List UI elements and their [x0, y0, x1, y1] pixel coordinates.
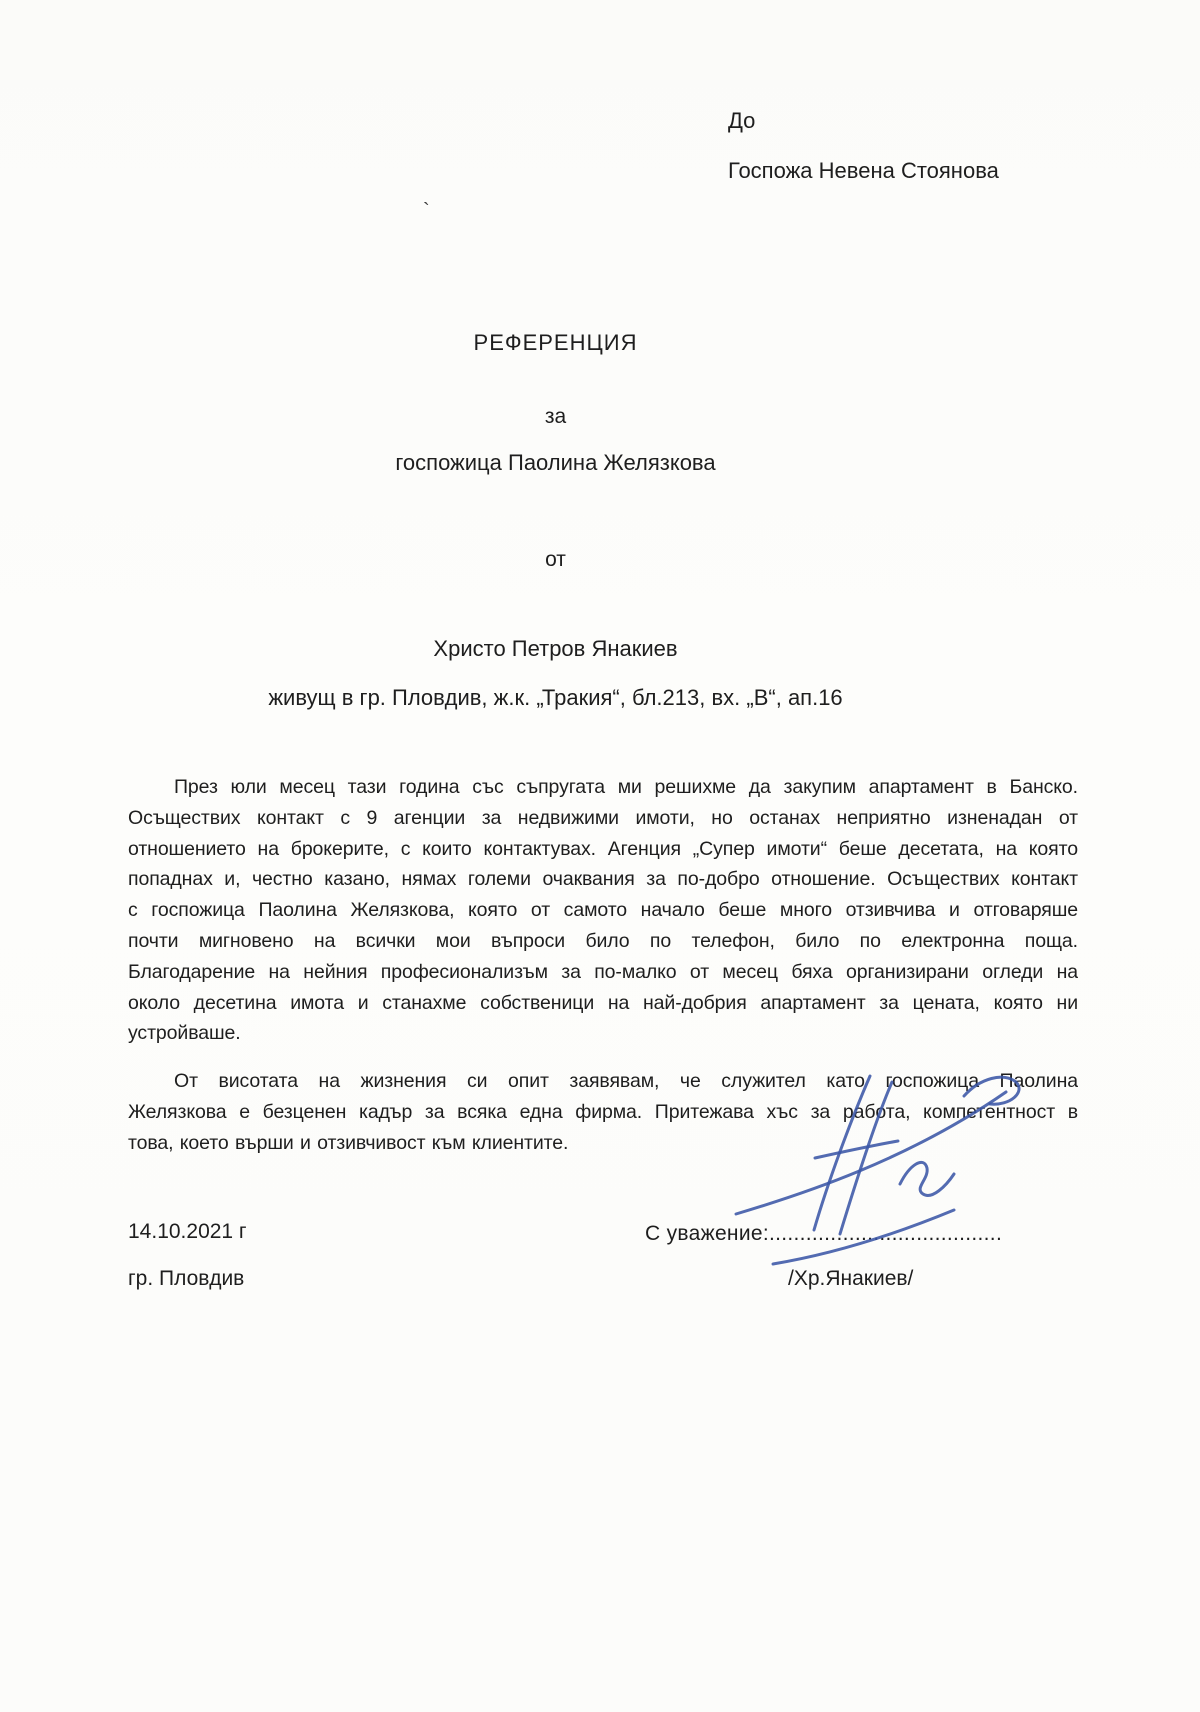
body-line: това, което върши и отзивчивост към клиентите.	[128, 1131, 569, 1154]
signature-strokes	[736, 1076, 1019, 1264]
body-line: През юли месец тази година със съпругата ми решихме да закупим апартамент в Банско.	[174, 776, 1078, 798]
from-preposition: от	[545, 548, 566, 571]
recipient-salutation: До	[728, 108, 756, 133]
body-line: около десетина имота и станахме собственици на най-добрия апартамент за цената, която ни	[128, 991, 1078, 1014]
scan-artifact-mark: `	[423, 200, 430, 222]
signed-name: /Хр.Янакиев/	[788, 1267, 914, 1290]
subject-preposition: за	[544, 405, 567, 428]
body-line: отношението на брокерите, с които контактувах. Агенция „Супер имоти“ беше десетата, на която	[128, 837, 1078, 860]
paragraph-1	[128, 772, 1078, 1049]
body-line: От висотата на жизнения си опит заявявам, че служител като госпожица Паолина	[174, 1070, 1078, 1093]
document-title: РЕФЕРЕНЦИЯ	[473, 330, 638, 355]
body-line: попаднах и, честно казано, нямах големи очаквания за по-добро отношение. Осъществих контакт	[128, 868, 1078, 891]
body-line: Осъществих контакт с 9 агенции за недвижими имоти, но останах неприятно изненадан от	[128, 806, 1078, 829]
body-line: Благодарение на нейния професионализъм за по-малко от месец бяха организирани огледи на	[128, 960, 1078, 983]
closing-line: С уважение:......................................	[645, 1222, 1003, 1245]
letter-date: 14.10.2021 г	[128, 1220, 247, 1243]
author-name: Христо Петров Янакиев	[433, 636, 678, 661]
body-line: устройваше.	[128, 1022, 241, 1045]
body-line: почти мигновено на всички мои въпроси било по телефон, било по електронна поща.	[128, 929, 1078, 952]
author-address: живущ в гр. Пловдив, ж.к. „Тракия“, бл.213, вх. „В“, ап.16	[268, 685, 843, 710]
signature-ink	[718, 1062, 1028, 1277]
letter-city: гр. Пловдив	[128, 1267, 245, 1290]
recipient-name: Госпожа Невена Стоянова	[728, 158, 999, 183]
body-line: Желязкова е безценен кадър за всяка една фирма. Притежава хъс за работа, компетентност в	[128, 1100, 1078, 1123]
subject-name: госпожица Паолина Желязкова	[395, 450, 716, 475]
body-line: с госпожица Паолина Желязкова, която от самото начало беше много отзивчива и отговаряше	[128, 899, 1078, 922]
